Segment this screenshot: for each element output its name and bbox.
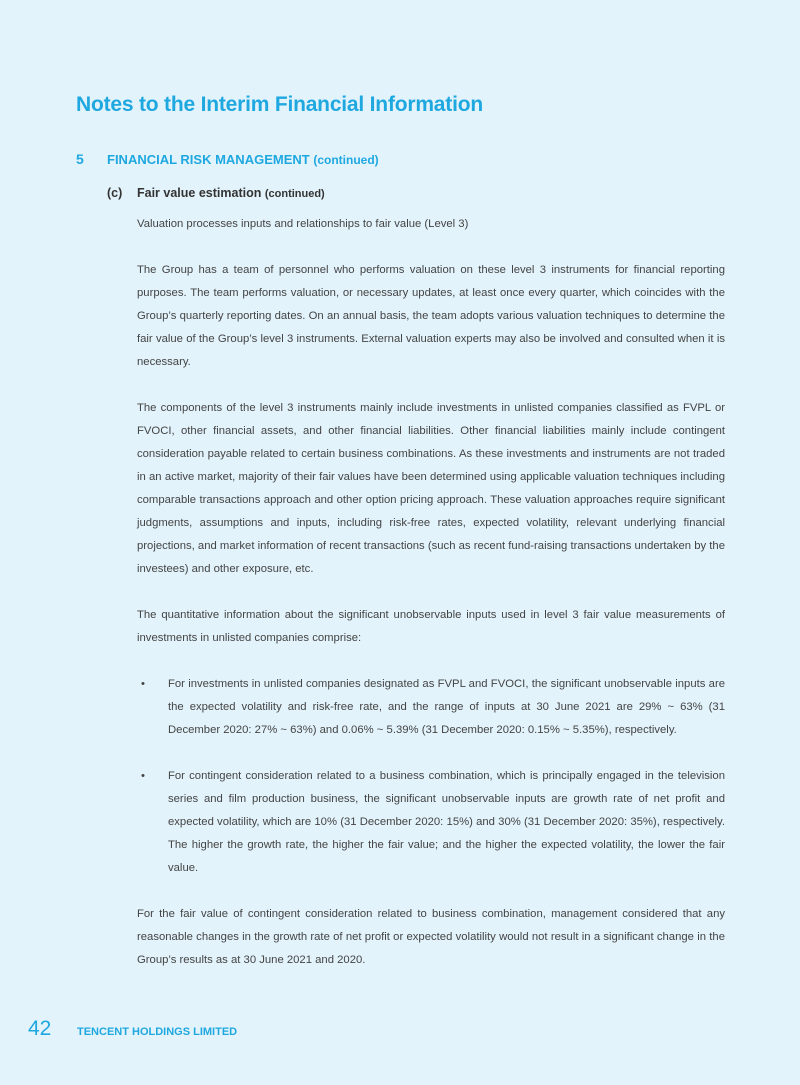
- paragraph-valuation-team: The Group has a team of personnel who performs valuation on these level 3 instruments for financial reporting purposes. The team performs valuation, or necessary updates, at least once every quarter, which coincides with the Group’s quarterly reporting dates. On an annual basis, the team adopts various valuation techniques to determine the fair value of the Group’s level 3 instruments. External valuation experts may also be involved and consulted when it is necessary.: [137, 264, 725, 368]
- page-title: Notes to the Interim Financial Information: [76, 93, 483, 116]
- paragraph-closing: For the fair value of contingent consideration related to business combination, management considered that any reasonable changes in the growth rate of net profit or expected volatility would not result in a significant change in the Group’s results as at 30 June 2021 and 2020.: [137, 908, 725, 966]
- page-number: 42: [28, 1017, 52, 1040]
- bullet-icon: •: [141, 770, 145, 782]
- paragraph-level3-components: The components of the level 3 instruments mainly include investments in unlisted companies classified as FVPL or FVOCI, other financial assets, and other financial liabilities. Other financial liabilities mainly include contingent consideration payable related to certain business combinations. As these investments and instruments are not traded in an active market, majority of their fair values have been determined using applicable valuation techniques including comparable transactions approach and other option pricing approach. These valuation approaches require significant judgments, assumptions and inputs, including risk-free rates, expected volatility, relevant underlying financial projections, and market information of recent transactions (such as recent fund-raising transactions undertaken by the investees) and other exposure, etc.: [137, 402, 725, 575]
- paragraph-valuation-intro: Valuation processes inputs and relationships to fair value (Level 3): [137, 218, 469, 230]
- paragraph-quantitative-info: The quantitative information about the significant unobservable inputs used in level 3 fair value measurements of investments in unlisted companies comprise:: [137, 609, 725, 644]
- bullet-item: [137, 673, 725, 742]
- bullet-text: For investments in unlisted companies designated as FVPL and FVOCI, the significant unobservable inputs are the expected volatility and risk-free rate, and the range of inputs at 30 June 2021 are 29% ~ 63% (31 December 2020: 27% ~ 63%) and 0.06% ~ 5.39% (31 December 2020: 0.15% ~ 5.35%), respectively.: [168, 678, 725, 736]
- body-text: [137, 213, 725, 995]
- footer-company-name: TENCENT HOLDINGS LIMITED: [77, 1026, 238, 1038]
- bullet-text: For contingent consideration related to a business combination, which is principally engaged in the television series and film production business, the significant unobservable inputs are growth rate of net profit and expected volatility, which are 10% (31 December 2020: 15%) and 30% (31 December 2020: 35%), respectively. The higher the growth rate, the higher the fair value; and the higher the expected volatility, the lower the fair value.: [168, 770, 725, 874]
- subsection-heading: [107, 186, 325, 200]
- section-title: FINANCIAL RISK MANAGEMENT: [107, 152, 310, 167]
- subsection-continued-label: (continued): [264, 188, 325, 200]
- bullet-item: [137, 765, 725, 880]
- subsection-title: Fair value estimation: [137, 186, 262, 200]
- section-continued-label: (continued): [313, 153, 379, 167]
- section-heading: [76, 151, 379, 167]
- bullet-icon: •: [141, 678, 145, 690]
- section-number: 5: [76, 151, 84, 167]
- subsection-letter: (c): [107, 186, 123, 200]
- bullet-list: [137, 673, 725, 880]
